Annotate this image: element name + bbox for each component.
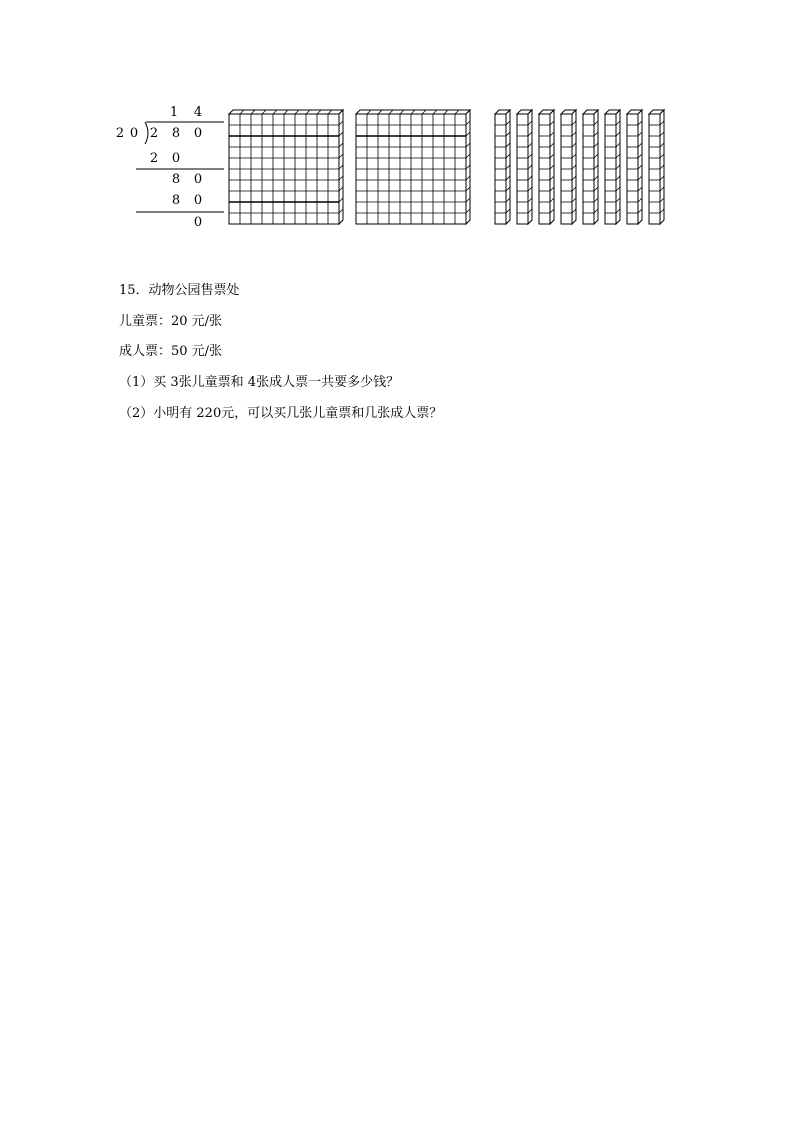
question-title: 15．动物公园售票处 xyxy=(119,283,240,298)
quotient-digit: 1 xyxy=(169,105,179,120)
ten-rod xyxy=(561,110,576,224)
divisor-digit: 0 xyxy=(129,126,139,141)
question-part-2: （2）小明有 220元，可以买几张儿童票和几张成人票？ xyxy=(119,406,443,421)
divisor-digit: 2 xyxy=(115,126,125,141)
division-bracket xyxy=(145,122,148,144)
step2-product-digit: 0 xyxy=(193,193,203,208)
step1-remainder-digit: 8 xyxy=(171,172,181,187)
hundred-flat xyxy=(356,110,470,224)
ten-rod xyxy=(517,110,532,224)
child-ticket-price: 儿童票：20 元/张 xyxy=(119,314,223,329)
base-ten-blocks-figure xyxy=(0,0,794,260)
adult-ticket-price: 成人票：50 元/张 xyxy=(119,344,223,359)
ten-rod xyxy=(649,110,664,224)
dividend-digit: 8 xyxy=(171,126,181,141)
step1-product-digit: 2 xyxy=(149,151,159,166)
ten-rod xyxy=(495,110,510,224)
step1-product-digit: 0 xyxy=(171,151,181,166)
ten-rod xyxy=(539,110,554,224)
hundred-flat xyxy=(229,110,343,224)
question-part-1: （1）买 3张儿童票和 4张成人票一共要多少钱？ xyxy=(119,375,400,390)
step1-remainder-digit: 0 xyxy=(193,172,203,187)
step2-product-digit: 8 xyxy=(171,193,181,208)
quotient-digit: 4 xyxy=(193,105,203,120)
ten-rod xyxy=(583,110,598,224)
final-remainder-digit: 0 xyxy=(193,215,203,230)
dividend-digit: 2 xyxy=(149,126,159,141)
dividend-digit: 0 xyxy=(193,126,203,141)
ten-rod xyxy=(605,110,620,224)
ten-rod xyxy=(627,110,642,224)
